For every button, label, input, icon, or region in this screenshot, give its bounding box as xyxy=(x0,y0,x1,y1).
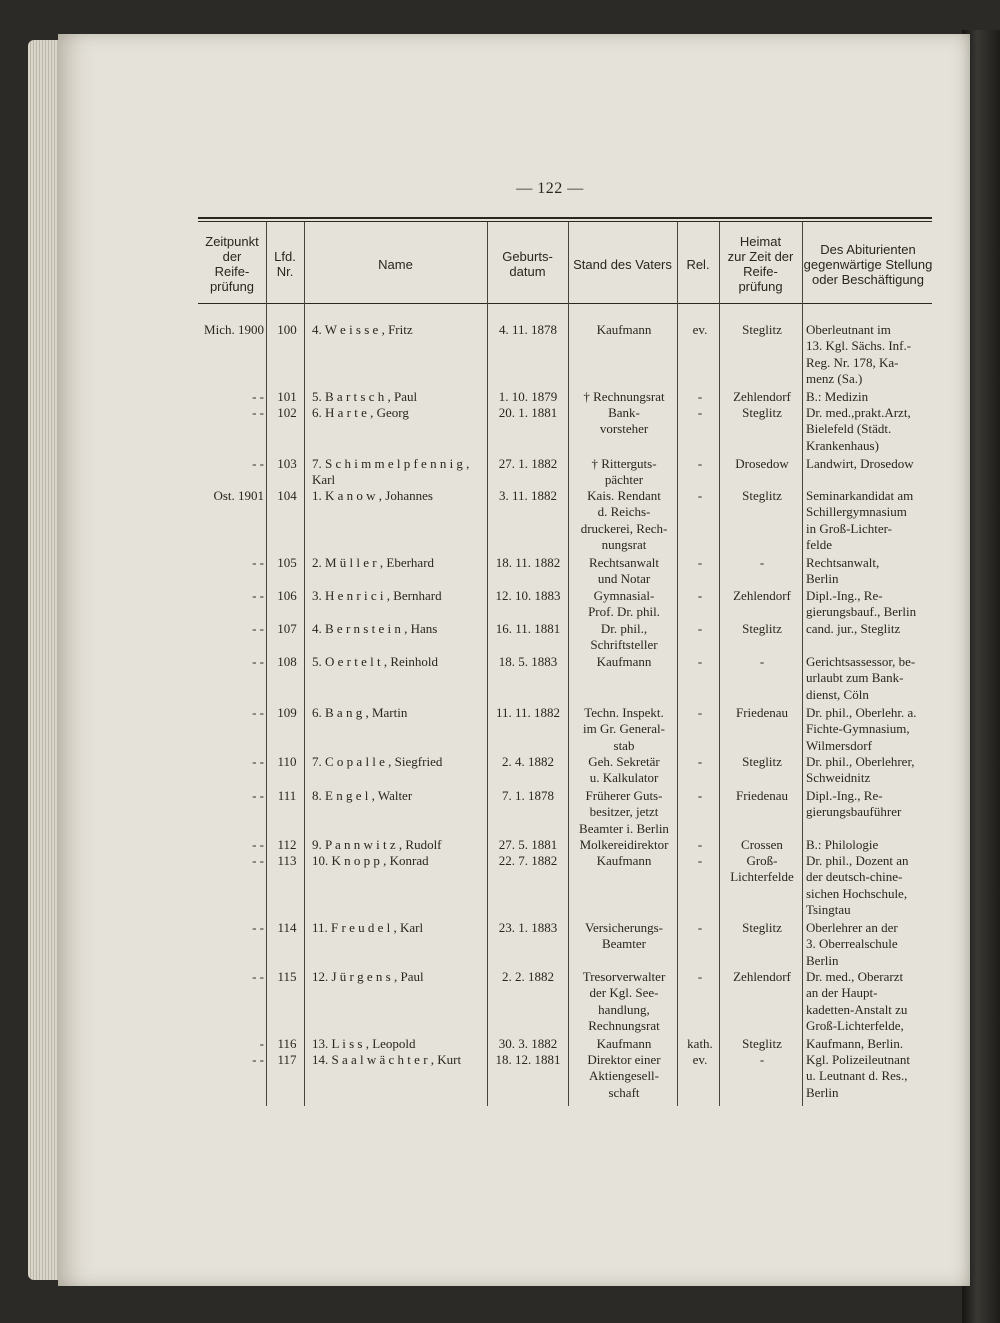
cell-rel: - xyxy=(697,456,703,471)
cell-name: 10. K n o p p , Konrad xyxy=(312,853,429,868)
cell-stand-des-vaters: Kaufmann xyxy=(596,654,652,669)
cell-stellung: Kaufmann, Berlin. xyxy=(806,1036,904,1051)
header-heimat: Heimat zur Zeit der Reife- prüfung xyxy=(727,234,794,294)
cell-heimat: - xyxy=(759,654,765,669)
cell-heimat: Steglitz xyxy=(742,920,782,935)
cell-name: 6. H a r t e , Georg xyxy=(312,405,409,420)
cell-rel: - xyxy=(697,555,703,570)
cell-lfd-nr: 115 xyxy=(277,969,297,984)
cell-heimat: Steglitz xyxy=(742,405,782,420)
cell-lfd-nr: 113 xyxy=(277,853,297,868)
cell-zeitpunkt: - - xyxy=(252,389,264,404)
cell-stand-des-vaters: Kaufmann xyxy=(596,853,652,868)
cell-stellung: Dr. phil., Dozent an der deutsch-chine- sichen Hochschule, Tsingtau xyxy=(806,853,909,918)
cell-lfd-nr: 109 xyxy=(277,705,297,720)
table-header-rule xyxy=(198,303,932,304)
cell-stellung: Landwirt, Drosedow xyxy=(806,456,914,471)
cell-rel: kath. xyxy=(687,1036,713,1051)
cell-lfd-nr: 105 xyxy=(277,555,297,570)
cell-lfd-nr: 114 xyxy=(277,920,297,935)
cell-heimat: - xyxy=(759,1052,765,1067)
cell-name: 6. B a n g , Martin xyxy=(312,705,408,720)
cell-lfd-nr: 102 xyxy=(277,405,297,420)
cell-geburtsdatum: 18. 11. 1882 xyxy=(495,555,561,570)
cell-heimat: Drosedow xyxy=(735,456,789,471)
header-rel: Rel. xyxy=(686,256,710,272)
cell-geburtsdatum: 3. 11. 1882 xyxy=(498,488,558,503)
cell-rel: ev. xyxy=(692,1052,708,1067)
cell-name: 8. E n g e l , Walter xyxy=(312,788,413,803)
cell-lfd-nr: 103 xyxy=(277,456,297,471)
cell-lfd-nr: 116 xyxy=(277,1036,297,1051)
cell-stellung: Dr. phil., Oberlehrer, Schweidnitz xyxy=(806,754,915,786)
cell-lfd-nr: 107 xyxy=(277,621,297,636)
cell-zeitpunkt: - - xyxy=(252,1052,264,1067)
cell-name: 5. O e r t e l t , Reinhold xyxy=(312,654,439,669)
cell-stand-des-vaters: Molkereidirektor xyxy=(579,837,669,852)
column-divider xyxy=(568,222,569,1106)
cell-zeitpunkt: Ost. 1901 xyxy=(213,488,264,503)
cell-heimat: - xyxy=(759,555,765,570)
cell-stellung: Rechtsanwalt, Berlin xyxy=(806,555,880,587)
cell-rel: - xyxy=(697,705,703,720)
cell-zeitpunkt: - - xyxy=(252,588,264,603)
cell-name: 4. B e r n s t e i n , Hans xyxy=(312,621,438,636)
cell-zeitpunkt: - - xyxy=(252,705,264,720)
cell-stellung: Dr. med.,prakt.Arzt, Bielefeld (Städt. Krankenhaus) xyxy=(806,405,911,453)
cell-stand-des-vaters: Dr. phil., Schriftsteller xyxy=(590,621,658,653)
cell-rel: - xyxy=(697,754,703,769)
cell-rel: - xyxy=(697,920,703,935)
cell-stellung: Dr. phil., Oberlehr. a. Fichte-Gymnasium, Wilmersdorf xyxy=(806,705,917,753)
header-stand-des-vaters: Stand des Vaters xyxy=(573,256,672,272)
cell-zeitpunkt: - - xyxy=(252,969,264,984)
cell-geburtsdatum: 2. 2. 1882 xyxy=(502,969,554,984)
cell-name: 7. C o p a l l e , Siegfried xyxy=(312,754,443,769)
cell-lfd-nr: 106 xyxy=(277,588,297,603)
cell-stand-des-vaters: Kaufmann xyxy=(596,322,652,337)
cell-lfd-nr: 101 xyxy=(277,389,297,404)
cell-geburtsdatum: 7. 1. 1878 xyxy=(502,788,554,803)
cell-zeitpunkt: - - xyxy=(252,853,264,868)
header-stellung: Des Abiturienten gegenwärtige Stellung oder Beschäftigung xyxy=(803,241,933,287)
cell-name: 9. P a n n w i t z , Rudolf xyxy=(312,837,442,852)
header-name: Name xyxy=(378,256,413,272)
header-zeitpunkt: Zeitpunkt der Reife- prüfung xyxy=(205,234,259,294)
page-number: — 122 — xyxy=(516,180,584,197)
cell-lfd-nr: 110 xyxy=(277,754,297,769)
cell-heimat: Crossen xyxy=(741,837,783,852)
cell-rel: - xyxy=(697,969,703,984)
header-lfd-nr: Lfd. Nr. xyxy=(274,249,296,279)
cell-rel: - xyxy=(697,488,703,503)
cell-geburtsdatum: 22. 7. 1882 xyxy=(498,853,558,868)
cell-rel: ev. xyxy=(692,322,708,337)
cell-lfd-nr: 104 xyxy=(277,488,297,503)
cell-heimat: Friedenau xyxy=(736,705,788,720)
cell-zeitpunkt: Mich. 1900 xyxy=(204,322,264,337)
cell-geburtsdatum: 30. 3. 1882 xyxy=(498,1036,558,1051)
cell-rel: - xyxy=(697,405,703,420)
cell-stellung: Dipl.-Ing., Re- gierungsbauf., Berlin xyxy=(806,588,917,620)
cell-zeitpunkt: - - xyxy=(252,456,264,471)
cell-name: 13. L i s s , Leopold xyxy=(312,1036,416,1051)
cell-lfd-nr: 112 xyxy=(277,837,297,852)
cell-name: 3. H e n r i c i , Bernhard xyxy=(312,588,442,603)
cell-geburtsdatum: 2. 4. 1882 xyxy=(502,754,554,769)
cell-stellung: Dipl.-Ing., Re- gierungsbauführer xyxy=(806,788,902,820)
cell-name: 7. S c h i m m e l p f e n n i g , Karl xyxy=(312,456,470,488)
cell-geburtsdatum: 12. 10. 1883 xyxy=(495,588,561,603)
cell-zeitpunkt: - - xyxy=(252,788,264,803)
cell-geburtsdatum: 23. 1. 1883 xyxy=(498,920,558,935)
cell-name: 2. M ü l l e r , Eberhard xyxy=(312,555,435,570)
column-divider xyxy=(304,222,305,1106)
cell-zeitpunkt: - - xyxy=(252,621,264,636)
cell-name: 4. W e i s s e , Fritz xyxy=(312,322,413,337)
cell-stand-des-vaters: Tresorverwalter der Kgl. See- handlung, Rechnungsrat xyxy=(582,969,666,1034)
cell-stellung: Oberlehrer an der 3. Oberrealschule Berlin xyxy=(806,920,898,968)
cell-heimat: Zehlendorf xyxy=(733,969,791,984)
cell-zeitpunkt: - - xyxy=(252,405,264,420)
cell-geburtsdatum: 20. 1. 1881 xyxy=(498,405,558,420)
cell-rel: - xyxy=(697,853,703,868)
table-top-rule xyxy=(198,217,932,219)
cell-name: 5. B a r t s c h , Paul xyxy=(312,389,418,404)
column-divider xyxy=(802,222,803,1106)
cell-name: 14. S a a l w ä c h t e r , Kurt xyxy=(312,1052,462,1067)
cell-stand-des-vaters: Geh. Sekretär u. Kalkulator xyxy=(588,754,660,786)
cell-stellung: B.: Philologie xyxy=(806,837,879,852)
cell-stellung: Dr. med., Oberarzt an der Haupt- kadetten-Anstalt zu Groß-Lichterfelde, xyxy=(806,969,908,1034)
cell-stand-des-vaters: † Rechnungsrat xyxy=(583,389,665,404)
column-divider xyxy=(487,222,488,1106)
cell-rel: - xyxy=(697,837,703,852)
cell-stand-des-vaters: Rechtsanwalt und Notar xyxy=(588,555,660,587)
cell-geburtsdatum: 16. 11. 1881 xyxy=(495,621,561,636)
cell-geburtsdatum: 1. 10. 1879 xyxy=(498,389,558,404)
cell-zeitpunkt: - - xyxy=(252,837,264,852)
cell-zeitpunkt: - - xyxy=(252,555,264,570)
cell-zeitpunkt: - xyxy=(259,1036,264,1051)
cell-name: 1. K a n o w , Johannes xyxy=(312,488,433,503)
cell-lfd-nr: 111 xyxy=(277,788,297,803)
cell-geburtsdatum: 4. 11. 1878 xyxy=(498,322,558,337)
cell-stellung: B.: Medizin xyxy=(806,389,869,404)
column-divider xyxy=(677,222,678,1106)
column-divider xyxy=(266,222,267,1106)
cell-zeitpunkt: - - xyxy=(252,920,264,935)
cell-lfd-nr: 117 xyxy=(277,1052,297,1067)
cell-stand-des-vaters: Direktor einer Aktiengesell- schaft xyxy=(587,1052,661,1100)
cell-stand-des-vaters: Kaufmann xyxy=(596,1036,652,1051)
cell-heimat: Steglitz xyxy=(742,621,782,636)
header-geburtsdatum: Geburts- datum xyxy=(502,249,553,279)
cell-lfd-nr: 108 xyxy=(277,654,297,669)
cell-rel: - xyxy=(697,389,703,404)
cell-geburtsdatum: 27. 1. 1882 xyxy=(498,456,558,471)
cell-stand-des-vaters: Techn. Inspekt. im Gr. General- stab xyxy=(583,705,665,753)
cell-heimat: Steglitz xyxy=(742,1036,782,1051)
cell-stand-des-vaters: † Ritterguts- pächter xyxy=(591,456,657,488)
cell-heimat: Zehlendorf xyxy=(733,588,791,603)
table-top-rule-thin xyxy=(198,221,932,222)
cell-rel: - xyxy=(697,654,703,669)
cell-lfd-nr: 100 xyxy=(277,322,297,337)
cell-name: 12. J ü r g e n s , Paul xyxy=(312,969,424,984)
cell-stellung: Oberleutnant im 13. Kgl. Sächs. Inf.- Reg. Nr. 178, Ka- menz (Sa.) xyxy=(806,322,912,387)
cell-heimat: Steglitz xyxy=(742,322,782,337)
cell-stand-des-vaters: Kais. Rendant d. Reichs- druckerei, Rech- nungsrat xyxy=(580,488,668,553)
cell-stellung: Seminarkandidat am Schillergymnasium in Groß-Lichter- felde xyxy=(806,488,914,553)
cell-stellung: Gerichtsassessor, be- urlaubt zum Bank- dienst, Cöln xyxy=(806,654,916,702)
cell-stand-des-vaters: Bank- vorsteher xyxy=(599,405,649,437)
cell-stellung: cand. jur., Steglitz xyxy=(806,621,901,636)
cell-rel: - xyxy=(697,588,703,603)
cell-stand-des-vaters: Gymnasial- Prof. Dr. phil. xyxy=(588,588,660,620)
cell-heimat: Friedenau xyxy=(736,788,788,803)
cell-stellung: Kgl. Polizeileutnant u. Leutnant d. Res., Berlin xyxy=(806,1052,910,1100)
cell-rel: - xyxy=(697,621,703,636)
cell-rel: - xyxy=(697,788,703,803)
cell-heimat: Zehlendorf xyxy=(733,389,791,404)
cell-heimat: Steglitz xyxy=(742,488,782,503)
cell-stand-des-vaters: Versicherungs- Beamter xyxy=(585,920,663,952)
cell-geburtsdatum: 11. 11. 1882 xyxy=(495,705,561,720)
cell-zeitpunkt: - - xyxy=(252,654,264,669)
cell-geburtsdatum: 18. 12. 1881 xyxy=(495,1052,561,1067)
cell-heimat: Steglitz xyxy=(742,754,782,769)
cell-name: 11. F r e u d e l , Karl xyxy=(312,920,424,935)
cell-geburtsdatum: 18. 5. 1883 xyxy=(498,654,558,669)
cell-heimat: Groß- Lichterfelde xyxy=(730,853,794,885)
cell-zeitpunkt: - - xyxy=(252,754,264,769)
cell-geburtsdatum: 27. 5. 1881 xyxy=(498,837,558,852)
cell-stand-des-vaters: Früherer Guts- besitzer, jetzt Beamter i. Berlin xyxy=(579,788,669,836)
